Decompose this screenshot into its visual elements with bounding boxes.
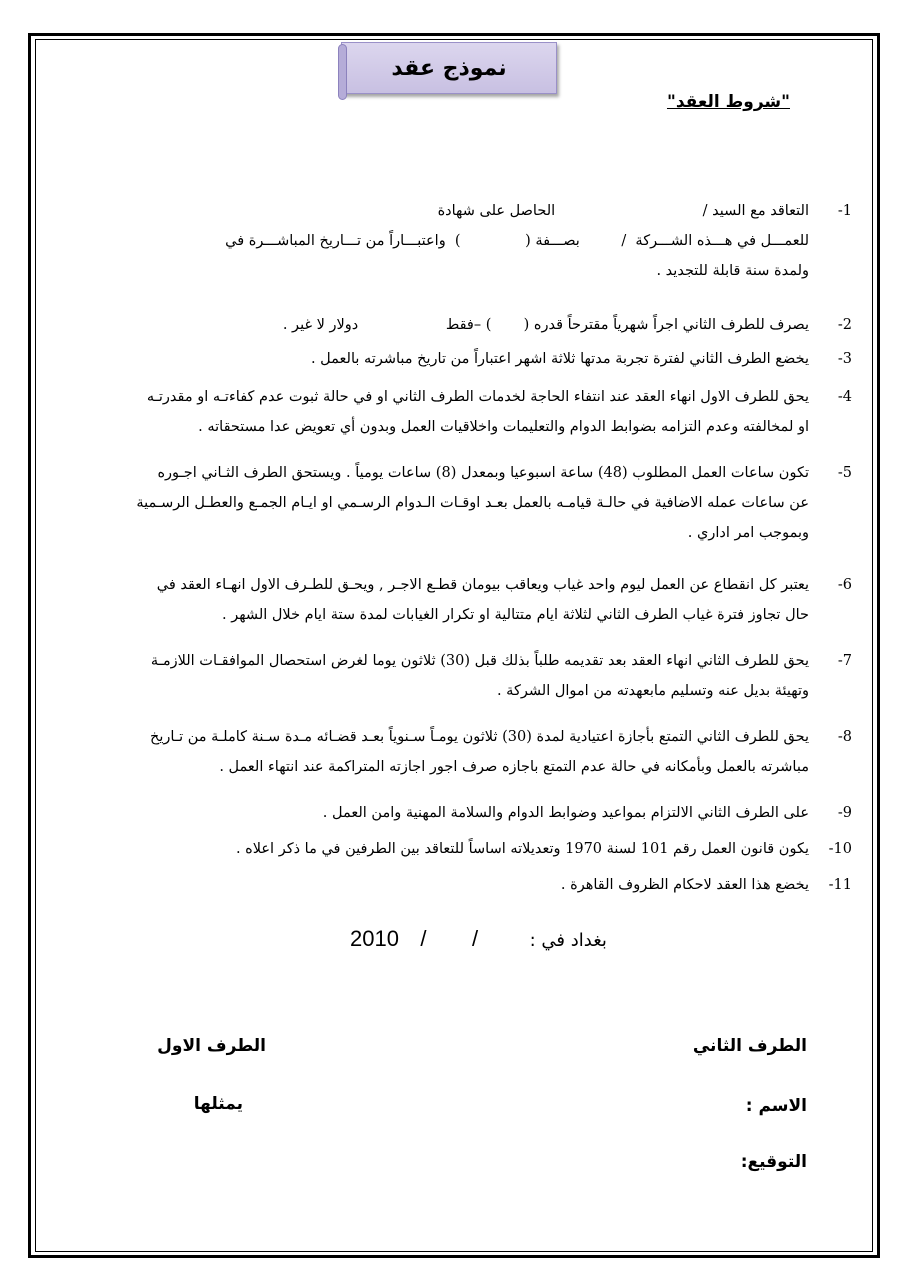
- clause-line: يحق للطرف الاول انهاء العقد عند انتفاء الحاجة لخدمات الطرف الثاني او في حالة ثبوت عدم كفاءتـه او مقدرتـه: [146, 389, 809, 405]
- name-label: الاسم :: [745, 1096, 807, 1116]
- clause-line: وتهيئة بديل عنه وتسليم مابعهدته من اموال الشركة .: [496, 683, 809, 699]
- date-year: 2010: [350, 926, 399, 951]
- represented-by-label: يمثلها: [193, 1094, 243, 1114]
- clause-line: يعتبر كل انقطاع عن العمل ليوم واحد غياب ويعاقب بيومان قطـع الاجـر , ويحـق للطـرف الاول انهـاء العقد في: [156, 577, 809, 593]
- document-title: نموذج عقد: [391, 55, 507, 81]
- clause-line: يخضع هذا العقد لاحكام الظروف القاهرة .: [560, 877, 809, 893]
- clause-number: -1: [837, 203, 852, 219]
- clause-number: -6: [837, 577, 852, 593]
- clause-line: يصرف للطرف الثاني اجراً شهرياً مقترحاً قدره ( ) –فقط دولار لا غير .: [282, 317, 809, 333]
- clause-line: للعمـــل في هـــذه الشـــركة / بصـــفة ( ) واعتبـــاراً من تـــاريخ المباشـــرة في: [225, 233, 809, 249]
- clause-line: يحق للطرف الثاني انهاء العقد بعد تقديمه طلباً بذلك قبل (30) ثلاثون يوما لغرض استحصال الموافقـات اللازمـة: [150, 653, 809, 669]
- clause-3: [48, 344, 852, 374]
- document-title-box: [341, 42, 557, 94]
- clause-2: [48, 310, 852, 340]
- date-separator: /: [472, 926, 479, 951]
- date-separator: /: [420, 926, 427, 951]
- clause-line: عن ساعات عمله الاضافية في حالـة قيامـه بالعمل بعـد اوقـات الـدوام الرسـمي او ايـام الجمـع والعطـل الرسـمية: [136, 495, 809, 511]
- clause-line: يكون قانون العمل رقم 101 لسنة 1970 وتعديلاته اساساً للتعاقد بين الطرفين في ما ذكر اعلاه .: [235, 841, 809, 857]
- clause-line: ولمدة سنة قابلة للتجديد .: [656, 263, 809, 279]
- clause-9: [48, 798, 852, 828]
- date-label: بغداد في :: [529, 930, 607, 951]
- clause-number: -7: [837, 653, 852, 669]
- clause-line: على الطرف الثاني الالتزام بمواعيد وضوابط الدوام والسلامة المهنية وامن العمل .: [322, 805, 809, 821]
- clause-4: [48, 382, 852, 442]
- clause-line: مباشرته بالعمل وبأمكانه في حالة عدم التمتع باجازه صرف اجور اجازته المتراكمة عند انتهاء العمل .: [219, 759, 809, 775]
- clause-6: [48, 570, 852, 630]
- clause-8: [48, 722, 852, 782]
- clause-number: -4: [837, 389, 852, 405]
- clause-line: التعاقد مع السيد / الحاصل على شهادة: [437, 203, 809, 219]
- clause-line: تكون ساعات العمل المطلوب (48) ساعة اسبوعيا وبمعدل (8) ساعات يومياً . ويستحق الطرف الثـاني اجـوره: [157, 465, 809, 481]
- clause-line: يحق للطرف الثاني التمتع بأجازة اعتيادية لمدة (30) ثلاثون يومـاً سـنوياً بعـد قضـائه مـدة سـنة كاملـة من تـاريخ: [150, 729, 809, 745]
- title-scroll-curl: [338, 44, 347, 100]
- clause-10: [48, 834, 852, 864]
- contract-terms-heading: "شروط العقد": [666, 92, 790, 112]
- clause-number: -10: [828, 841, 852, 857]
- clause-5: [48, 458, 852, 548]
- first-party-heading: الطرف الاول: [157, 1036, 266, 1056]
- clause-number: -9: [837, 805, 852, 821]
- second-party-heading: الطرف الثاني: [692, 1036, 807, 1056]
- clause-1: [48, 196, 852, 286]
- clause-number: -2: [837, 317, 852, 333]
- clause-11: [48, 870, 852, 900]
- clause-line: وبموجب امر اداري .: [687, 525, 809, 541]
- clause-number: -8: [837, 729, 852, 745]
- date-line: [350, 926, 607, 952]
- clause-7: [48, 646, 852, 706]
- clause-number: -11: [828, 877, 852, 893]
- clause-number: -5: [837, 465, 852, 481]
- clause-line: او لمخالفته وعدم التزامه بضوابط الدوام والتعليمات واخلاقيات العمل وبدون أي تعويض عدا مستحقاته .: [198, 419, 809, 435]
- clause-line: يخضع الطرف الثاني لفترة تجربة مدتها ثلاثة اشهر اعتباراً من تاريخ مباشرته بالعمل .: [310, 351, 809, 367]
- clause-line: حال تجاوز فترة غياب الطرف الثاني لثلاثة ايام متتالية او تكرار الغيابات لمدة ستة ايام خلال الشهر .: [221, 607, 809, 623]
- clause-number: -3: [837, 351, 852, 367]
- signature-label: التوقيع:: [740, 1152, 807, 1172]
